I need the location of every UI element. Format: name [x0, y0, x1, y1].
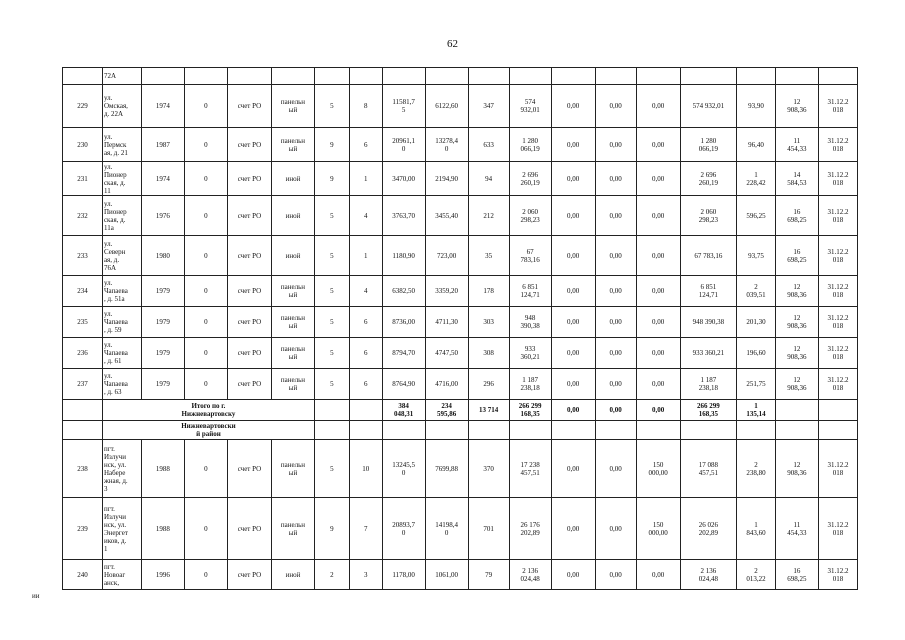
cell-c14: 0,00	[595, 307, 636, 338]
table-row	[63, 85, 858, 128]
cell-c18	[775, 400, 818, 421]
table-row	[63, 196, 858, 236]
cell-year: 1988	[141, 498, 184, 560]
cell-date: 31.12.2 018	[818, 196, 857, 236]
cell-area_living: 723,00	[425, 236, 468, 276]
cell-c15	[636, 68, 680, 85]
cell-address: ул. Чапаева , д. 51а	[102, 276, 141, 307]
table-row	[63, 307, 858, 338]
total-residents: 13 714	[468, 400, 509, 421]
total-c15: 0,00	[636, 400, 680, 421]
cell-area_living: 3359,20	[425, 276, 468, 307]
cell-floors: 5	[314, 307, 349, 338]
cell-c4	[184, 68, 227, 85]
cell-n	[63, 400, 103, 421]
cell-empty	[314, 421, 349, 440]
table-row	[63, 236, 858, 276]
table-row	[63, 440, 858, 498]
cell-cost_total: 17 238 457,51	[509, 440, 551, 498]
cell-c18: 16 698,25	[775, 236, 818, 276]
cell-c17: 2 013,22	[736, 560, 775, 590]
cell-entrances: 6	[349, 128, 382, 162]
cell-c14: 0,00	[595, 440, 636, 498]
cell-c14: 0,00	[595, 276, 636, 307]
cell-year: 1979	[141, 369, 184, 400]
cell-fund: счет РО	[227, 369, 271, 400]
cell-entrances: 7	[349, 498, 382, 560]
cell-cost_total: 26 176 202,89	[509, 498, 551, 560]
cell-wall: панельн ый	[271, 440, 314, 498]
cell-area_living: 4747,50	[425, 338, 468, 369]
cell-empty	[595, 421, 636, 440]
cell-n: 232	[63, 196, 103, 236]
cell-c15: 0,00	[636, 276, 680, 307]
cell-address: ул. Чапаева , д. 61	[102, 338, 141, 369]
cell-year: 1979	[141, 338, 184, 369]
cell-area_total: 11581,7 5	[382, 85, 425, 128]
cell-fund: счет РО	[227, 307, 271, 338]
cell-n: 240	[63, 560, 103, 590]
cell-c16: 17 088 457,51	[680, 440, 736, 498]
cell-entrances: 6	[349, 338, 382, 369]
cell-c16: 6 851 124,71	[680, 276, 736, 307]
cell-c18: 12 908,36	[775, 338, 818, 369]
cell-floors: 5	[314, 338, 349, 369]
cell-c18: 12 908,36	[775, 440, 818, 498]
cell-c16: 2 060 298,23	[680, 196, 736, 236]
cell-c17: 2 238,80	[736, 440, 775, 498]
table-row	[63, 162, 858, 196]
cell-wall: панельн ый	[271, 498, 314, 560]
cell-c14: 0,00	[595, 236, 636, 276]
cell-area_living: 14198,4 0	[425, 498, 468, 560]
cell-c4: 0	[184, 85, 227, 128]
cell-c16: 2 136 024,48	[680, 560, 736, 590]
cell-floors: 5	[314, 440, 349, 498]
cell-c16: 574 932,01	[680, 85, 736, 128]
cell-c4: 0	[184, 196, 227, 236]
cell-residents: 94	[468, 162, 509, 196]
cell-cost_total: 2 696 260,19	[509, 162, 551, 196]
cell-c17: 201,30	[736, 307, 775, 338]
cell-cost_total	[509, 68, 551, 85]
cell-c15: 0,00	[636, 369, 680, 400]
cell-fund: счет РО	[227, 196, 271, 236]
cell-residents: 35	[468, 236, 509, 276]
cell-area_total: 8736,00	[382, 307, 425, 338]
total-area_total: 384 048,31	[382, 400, 425, 421]
table-row	[63, 276, 858, 307]
cell-area_living	[425, 68, 468, 85]
cell-date: 31.12.2 018	[818, 307, 857, 338]
cell-c13: 0,00	[551, 498, 595, 560]
cell-c16: 1 280 066,19	[680, 128, 736, 162]
cell-floors: 5	[314, 276, 349, 307]
cell-date: 31.12.2 018	[818, 338, 857, 369]
cell-n: 237	[63, 369, 103, 400]
cell-area_total: 1180,90	[382, 236, 425, 276]
cell-empty	[551, 421, 595, 440]
cell-address: пгт. Излучи нск, ул. Энергет иков, д. 1	[102, 498, 141, 560]
cell-wall: иной	[271, 236, 314, 276]
cell-c16	[680, 68, 736, 85]
cell-c4: 0	[184, 498, 227, 560]
cell-entrances: 8	[349, 85, 382, 128]
cell-area_living: 4711,30	[425, 307, 468, 338]
cell-c4: 0	[184, 276, 227, 307]
cell-year: 1996	[141, 560, 184, 590]
cell-empty	[382, 421, 425, 440]
table-row	[63, 369, 858, 400]
cell-c15: 0,00	[636, 236, 680, 276]
cell-c15: 0,00	[636, 85, 680, 128]
cell-address: ул. Омская, д. 22А	[102, 85, 141, 128]
cell-floors: 2	[314, 560, 349, 590]
cell-c14	[595, 68, 636, 85]
cell-n: 236	[63, 338, 103, 369]
cell-area_total: 20961,1 0	[382, 128, 425, 162]
table-row	[63, 338, 858, 369]
cell-n: 238	[63, 440, 103, 498]
cell-c4: 0	[184, 162, 227, 196]
cell-date: 31.12.2 018	[818, 560, 857, 590]
cell-area_total: 3470,00	[382, 162, 425, 196]
cell-c13: 0,00	[551, 196, 595, 236]
cell-c4: 0	[184, 236, 227, 276]
cell-residents: 79	[468, 560, 509, 590]
total-area_living: 234 595,86	[425, 400, 468, 421]
cell-c18: 14 584,53	[775, 162, 818, 196]
register-table-body	[63, 68, 858, 590]
page-number: 62	[447, 38, 458, 50]
cell-c13	[551, 68, 595, 85]
cell-c4: 0	[184, 128, 227, 162]
cell-c4: 0	[184, 560, 227, 590]
cell-residents: 370	[468, 440, 509, 498]
cell-cost_total: 67 783,16	[509, 236, 551, 276]
cell-wall: иной	[271, 196, 314, 236]
cell-c18: 12 908,36	[775, 85, 818, 128]
register-table	[62, 67, 858, 590]
cell-c13: 0,00	[551, 307, 595, 338]
cell-address: ул. Чапаева , д. 59	[102, 307, 141, 338]
cell-c4: 0	[184, 369, 227, 400]
cell-date: 31.12.2 018	[818, 440, 857, 498]
cell-cost_total: 1 280 066,19	[509, 128, 551, 162]
cell-area_living: 4716,00	[425, 369, 468, 400]
cell-empty	[425, 421, 468, 440]
cell-entrances: 4	[349, 276, 382, 307]
cell-c18: 11 454,33	[775, 128, 818, 162]
total-label: Итого по г. Нижневартовску	[102, 400, 314, 421]
cell-c14: 0,00	[595, 85, 636, 128]
cell-c17: 96,40	[736, 128, 775, 162]
cell-address: пгт. Излучи нск, ул. Набере жная, д. 3	[102, 440, 141, 498]
cell-residents: 347	[468, 85, 509, 128]
cell-residents: 178	[468, 276, 509, 307]
cell-cost_total: 933 360,21	[509, 338, 551, 369]
cell-area_living: 2194,90	[425, 162, 468, 196]
cell-c16: 26 026 202,89	[680, 498, 736, 560]
cell-c17: 93,90	[736, 85, 775, 128]
cell-empty	[775, 421, 818, 440]
cell-area_living: 7699,88	[425, 440, 468, 498]
cell-c17: 93,75	[736, 236, 775, 276]
cell-c16: 2 696 260,19	[680, 162, 736, 196]
cell-c17	[736, 68, 775, 85]
table-row	[63, 498, 858, 560]
cell-c4: 0	[184, 338, 227, 369]
cell-wall: панельн ый	[271, 338, 314, 369]
cell-c13: 0,00	[551, 162, 595, 196]
cell-n: 235	[63, 307, 103, 338]
cell-area_living: 13278,4 0	[425, 128, 468, 162]
cell-date: 31.12.2 018	[818, 369, 857, 400]
cell-year: 1987	[141, 128, 184, 162]
cell-fund: счет РО	[227, 276, 271, 307]
cell-c15: 0,00	[636, 196, 680, 236]
cell-c18: 12 908,36	[775, 276, 818, 307]
cell-area_total: 3763,70	[382, 196, 425, 236]
cell-entrances: 1	[349, 162, 382, 196]
table-row	[63, 560, 858, 590]
cell-c13: 0,00	[551, 369, 595, 400]
cell-residents: 212	[468, 196, 509, 236]
cell-fund: счет РО	[227, 560, 271, 590]
cell-c14: 0,00	[595, 196, 636, 236]
cell-c16: 67 783,16	[680, 236, 736, 276]
cell-c18: 16 698,25	[775, 196, 818, 236]
cell-c17: 1 843,60	[736, 498, 775, 560]
cell-cost_total: 2 136 024,48	[509, 560, 551, 590]
cell-floors: 9	[314, 162, 349, 196]
cell-c15: 0,00	[636, 307, 680, 338]
cell-area_living: 3455,40	[425, 196, 468, 236]
cell-floors	[314, 68, 349, 85]
cell-entrances	[349, 68, 382, 85]
cell-wall: панельн ый	[271, 369, 314, 400]
cell-c18: 11 454,33	[775, 498, 818, 560]
cell-floors: 5	[314, 85, 349, 128]
cell-entrances	[349, 400, 382, 421]
cell-address: ул. Северн ая, д. 76А	[102, 236, 141, 276]
cell-empty	[349, 421, 382, 440]
cell-area_total: 1178,00	[382, 560, 425, 590]
cell-year: 1974	[141, 85, 184, 128]
cell-year: 1980	[141, 236, 184, 276]
cell-c18	[775, 68, 818, 85]
cell-n: 230	[63, 128, 103, 162]
cell-fund: счет РО	[227, 338, 271, 369]
cell-fund: счет РО	[227, 128, 271, 162]
total-c14: 0,00	[595, 400, 636, 421]
cell-address: пгт. Новоаг анск,	[102, 560, 141, 590]
cell-address: ул. Пионер ская, д. 11а	[102, 196, 141, 236]
total-c13: 0,00	[551, 400, 595, 421]
cell-cost_total: 1 187 238,18	[509, 369, 551, 400]
cell-empty	[509, 421, 551, 440]
cell-area_total: 8794,70	[382, 338, 425, 369]
cell-c13: 0,00	[551, 276, 595, 307]
cell-cost_total: 6 851 124,71	[509, 276, 551, 307]
cell-empty	[636, 421, 680, 440]
cell-c15: 0,00	[636, 128, 680, 162]
cell-c18: 12 908,36	[775, 307, 818, 338]
cell-c4: 0	[184, 440, 227, 498]
cell-date: 31.12.2 018	[818, 498, 857, 560]
cell-year	[141, 68, 184, 85]
cell-n	[63, 421, 103, 440]
cell-residents: 303	[468, 307, 509, 338]
cell-c4: 0	[184, 307, 227, 338]
cell-wall: панельн ый	[271, 128, 314, 162]
cell-fund: счет РО	[227, 162, 271, 196]
cell-date: 31.12.2 018	[818, 128, 857, 162]
cell-c13: 0,00	[551, 440, 595, 498]
cell-date	[818, 400, 857, 421]
cell-c17: 2 039,51	[736, 276, 775, 307]
cell-address: ул. Чапаева , д. 63	[102, 369, 141, 400]
cell-date: 31.12.2 018	[818, 162, 857, 196]
cell-date: 31.12.2 018	[818, 236, 857, 276]
cell-address: ул. Пионер ская, д. 11	[102, 162, 141, 196]
cell-n: 234	[63, 276, 103, 307]
footer-mark: ии	[32, 592, 40, 600]
cell-c13: 0,00	[551, 236, 595, 276]
cell-c14: 0,00	[595, 498, 636, 560]
cell-area_living: 1061,00	[425, 560, 468, 590]
cell-entrances: 6	[349, 369, 382, 400]
cell-year: 1976	[141, 196, 184, 236]
cell-wall: панельн ый	[271, 85, 314, 128]
cell-date: 31.12.2 018	[818, 85, 857, 128]
cell-n: 229	[63, 85, 103, 128]
cell-wall	[271, 68, 314, 85]
cell-fund: счет РО	[227, 440, 271, 498]
cell-empty	[736, 421, 775, 440]
cell-address: ул. Пермск ая, д. 21	[102, 128, 141, 162]
cell-address: 72А	[102, 68, 141, 85]
cell-floors: 9	[314, 498, 349, 560]
total-c16: 266 299 168,35	[680, 400, 736, 421]
cell-c16: 1 187 238,18	[680, 369, 736, 400]
cell-year: 1988	[141, 440, 184, 498]
cell-c15: 0,00	[636, 338, 680, 369]
cell-c18: 12 908,36	[775, 369, 818, 400]
cell-residents: 308	[468, 338, 509, 369]
cell-fund: счет РО	[227, 85, 271, 128]
cell-empty	[818, 421, 857, 440]
cell-area_living: 6122,60	[425, 85, 468, 128]
cell-c14: 0,00	[595, 162, 636, 196]
cell-cost_total: 2 060 298,23	[509, 196, 551, 236]
cell-c15: 0,00	[636, 560, 680, 590]
cell-c17: 251,75	[736, 369, 775, 400]
cell-floors: 5	[314, 236, 349, 276]
cell-year: 1979	[141, 276, 184, 307]
cell-floors	[314, 400, 349, 421]
cell-entrances: 1	[349, 236, 382, 276]
cell-n	[63, 68, 103, 85]
cell-residents	[468, 68, 509, 85]
continued-row	[63, 68, 858, 85]
cell-wall: иной	[271, 560, 314, 590]
cell-floors: 5	[314, 369, 349, 400]
cell-entrances: 3	[349, 560, 382, 590]
cell-area_total	[382, 68, 425, 85]
cell-area_total: 20893,7 0	[382, 498, 425, 560]
cell-empty	[468, 421, 509, 440]
cell-residents: 701	[468, 498, 509, 560]
cell-c17: 596,25	[736, 196, 775, 236]
cell-residents: 296	[468, 369, 509, 400]
cell-fund	[227, 68, 271, 85]
cell-floors: 9	[314, 128, 349, 162]
cell-n: 239	[63, 498, 103, 560]
cell-c14: 0,00	[595, 560, 636, 590]
cell-c13: 0,00	[551, 128, 595, 162]
cell-date	[818, 68, 857, 85]
cell-cost_total: 574 932,01	[509, 85, 551, 128]
cell-fund: счет РО	[227, 498, 271, 560]
cell-entrances: 6	[349, 307, 382, 338]
cell-area_total: 8764,90	[382, 369, 425, 400]
cell-floors: 5	[314, 196, 349, 236]
cell-n: 233	[63, 236, 103, 276]
cell-c16: 933 360,21	[680, 338, 736, 369]
cell-entrances: 10	[349, 440, 382, 498]
cell-wall: панельн ый	[271, 276, 314, 307]
cell-c18: 16 698,25	[775, 560, 818, 590]
cell-empty	[680, 421, 736, 440]
cell-c13: 0,00	[551, 85, 595, 128]
cell-c15: 0,00	[636, 162, 680, 196]
section-label: Нижневартовски й район	[102, 421, 314, 440]
cell-c14: 0,00	[595, 369, 636, 400]
cell-n: 231	[63, 162, 103, 196]
total-cost_total: 266 299 168,35	[509, 400, 551, 421]
cell-c13: 0,00	[551, 338, 595, 369]
table-row	[63, 128, 858, 162]
cell-c14: 0,00	[595, 338, 636, 369]
cell-wall: иной	[271, 162, 314, 196]
cell-wall: панельн ый	[271, 307, 314, 338]
cell-year: 1974	[141, 162, 184, 196]
cell-date: 31.12.2 018	[818, 276, 857, 307]
cell-c16: 948 390,38	[680, 307, 736, 338]
cell-area_total: 13245,5 0	[382, 440, 425, 498]
cell-area_total: 6382,50	[382, 276, 425, 307]
cell-residents: 633	[468, 128, 509, 162]
cell-entrances: 4	[349, 196, 382, 236]
total-row	[63, 400, 858, 421]
cell-fund: счет РО	[227, 236, 271, 276]
cell-cost_total: 948 390,38	[509, 307, 551, 338]
cell-c15: 150 000,00	[636, 498, 680, 560]
total-c17: 1 135,14	[736, 400, 775, 421]
cell-c17: 196,60	[736, 338, 775, 369]
cell-c15: 150 000,00	[636, 440, 680, 498]
cell-year: 1979	[141, 307, 184, 338]
cell-c13: 0,00	[551, 560, 595, 590]
cell-c17: 1 228,42	[736, 162, 775, 196]
cell-c14: 0,00	[595, 128, 636, 162]
section-row	[63, 421, 858, 440]
